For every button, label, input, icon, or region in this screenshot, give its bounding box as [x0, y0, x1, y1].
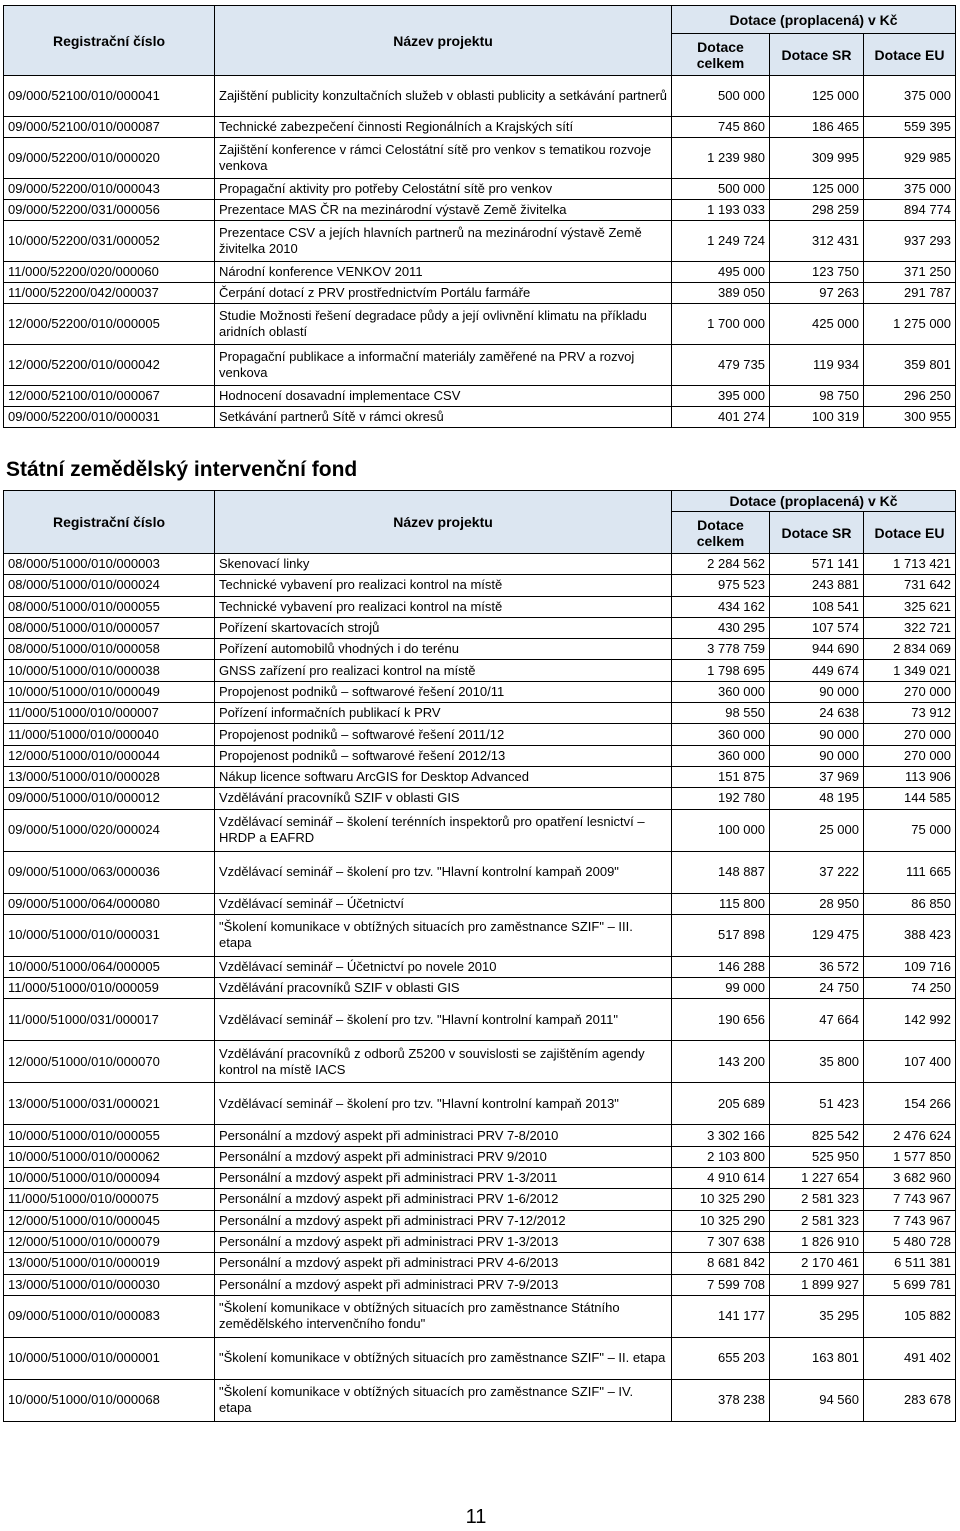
cell-name: "Školení komunikace v obtížných situacích pro zaměstnance Státního zemědělského intervenčního fondu"	[215, 1295, 672, 1337]
table-row	[4, 788, 956, 809]
cell-eu: 270 000	[864, 745, 956, 766]
cell-reg: 10/000/52200/031/000052	[4, 221, 215, 262]
cell-sr: 51 423	[770, 1083, 864, 1125]
cell-sr: 100 319	[770, 407, 864, 428]
cell-sr: 1 227 654	[770, 1168, 864, 1189]
cell-name: Technické zabezpečení činnosti Regionálních a Krajských sítí	[215, 117, 672, 138]
table-row	[4, 596, 956, 617]
table-row	[4, 1125, 956, 1146]
table-row	[4, 575, 956, 596]
table-row	[4, 1189, 956, 1210]
cell-name: Prezentace CSV a jejích hlavních partnerů na mezinárodní výstavě Země živitelka 2010	[215, 221, 672, 262]
cell-reg: 09/000/52200/010/000043	[4, 179, 215, 200]
cell-name: Propojenost podniků – softwarové řešení 2012/13	[215, 745, 672, 766]
table-row	[4, 809, 956, 851]
cell-total: 360 000	[672, 745, 770, 766]
cell-reg: 12/000/52200/010/000005	[4, 304, 215, 345]
cell-reg: 10/000/51000/010/000038	[4, 660, 215, 681]
header-sr: Dotace SR	[770, 512, 864, 554]
cell-eu: 144 585	[864, 788, 956, 809]
cell-name: Vzdělávací seminář – Účetnictví po novele 2010	[215, 956, 672, 977]
section-title: Státní zemědělský intervenční fond	[6, 458, 358, 481]
cell-eu: 7 743 967	[864, 1210, 956, 1231]
cell-total: 8 681 842	[672, 1253, 770, 1274]
cell-total: 1 798 695	[672, 660, 770, 681]
cell-reg: 13/000/51000/031/000021	[4, 1083, 215, 1125]
cell-name: Prezentace MAS ČR na mezinárodní výstavě Země živitelka	[215, 200, 672, 221]
cell-sr: 94 560	[770, 1379, 864, 1421]
cell-eu: 2 834 069	[864, 639, 956, 660]
cell-reg: 08/000/51000/010/000003	[4, 554, 215, 575]
cell-name: "Školení komunikace v obtížných situacích pro zaměstnance SZIF" – IV. etapa	[215, 1379, 672, 1421]
cell-total: 1 249 724	[672, 221, 770, 262]
cell-name: Personální a mzdový aspekt při administraci PRV 1-3/2011	[215, 1168, 672, 1189]
cell-reg: 12/000/51000/010/000079	[4, 1231, 215, 1252]
cell-total: 495 000	[672, 262, 770, 283]
cell-reg: 09/000/51000/020/000024	[4, 809, 215, 851]
cell-sr: 119 934	[770, 345, 864, 386]
cell-total: 192 780	[672, 788, 770, 809]
table-row	[4, 851, 956, 893]
cell-reg: 11/000/52200/042/000037	[4, 283, 215, 304]
cell-eu: 375 000	[864, 76, 956, 117]
cell-reg: 13/000/51000/010/000028	[4, 766, 215, 787]
cell-sr: 125 000	[770, 179, 864, 200]
table-row	[4, 893, 956, 914]
cell-total: 401 274	[672, 407, 770, 428]
cell-total: 151 875	[672, 766, 770, 787]
header-eu: Dotace EU	[864, 34, 956, 76]
cell-reg: 08/000/51000/010/000055	[4, 596, 215, 617]
cell-name: Vzdělávací seminář – školení pro tzv. "Hlavní kontrolní kampaň 2009"	[215, 851, 672, 893]
cell-total: 205 689	[672, 1083, 770, 1125]
table-row	[4, 1295, 956, 1337]
cell-sr: 1 826 910	[770, 1231, 864, 1252]
cell-total: 190 656	[672, 999, 770, 1041]
cell-eu: 1 349 021	[864, 660, 956, 681]
cell-sr: 163 801	[770, 1337, 864, 1379]
cell-eu: 74 250	[864, 978, 956, 999]
cell-name: Pořízení automobilů vhodných i do terénu	[215, 639, 672, 660]
table-row	[4, 1253, 956, 1274]
cell-name: Čerpání dotací z PRV prostřednictvím Portálu farmáře	[215, 283, 672, 304]
cell-sr: 449 674	[770, 660, 864, 681]
table-row	[4, 1274, 956, 1295]
cell-eu: 75 000	[864, 809, 956, 851]
cell-eu: 371 250	[864, 262, 956, 283]
cell-sr: 97 263	[770, 283, 864, 304]
cell-eu: 322 721	[864, 617, 956, 638]
cell-total: 99 000	[672, 978, 770, 999]
cell-total: 7 307 638	[672, 1231, 770, 1252]
cell-name: Technické vybavení pro realizaci kontrol na místě	[215, 596, 672, 617]
cell-name: GNSS zařízení pro realizaci kontrol na místě	[215, 660, 672, 681]
cell-reg: 10/000/51000/010/000049	[4, 681, 215, 702]
cell-eu: 270 000	[864, 681, 956, 702]
table-row	[4, 407, 956, 428]
cell-sr: 107 574	[770, 617, 864, 638]
cell-name: Personální a mzdový aspekt při administraci PRV 7-9/2013	[215, 1274, 672, 1295]
table-row	[4, 1168, 956, 1189]
table-row	[4, 999, 956, 1041]
cell-eu: 559 395	[864, 117, 956, 138]
cell-reg: 10/000/51000/010/000001	[4, 1337, 215, 1379]
cell-reg: 13/000/51000/010/000030	[4, 1274, 215, 1295]
table-row	[4, 1146, 956, 1167]
cell-sr: 312 431	[770, 221, 864, 262]
cell-eu: 86 850	[864, 893, 956, 914]
cell-name: Propojenost podniků – softwarové řešení 2010/11	[215, 681, 672, 702]
cell-eu: 7 743 967	[864, 1189, 956, 1210]
cell-sr: 48 195	[770, 788, 864, 809]
cell-total: 360 000	[672, 724, 770, 745]
cell-eu: 270 000	[864, 724, 956, 745]
cell-total: 745 860	[672, 117, 770, 138]
table-row	[4, 956, 956, 977]
cell-name: Zajištění publicity konzultačních služeb v oblasti publicity a setkávání partnerů	[215, 76, 672, 117]
table-csv-projects	[3, 5, 956, 428]
cell-reg: 09/000/51000/010/000012	[4, 788, 215, 809]
header-reg: Registrační číslo	[4, 491, 215, 554]
table-row	[4, 766, 956, 787]
cell-eu: 154 266	[864, 1083, 956, 1125]
table-row	[4, 200, 956, 221]
cell-eu: 296 250	[864, 386, 956, 407]
table-row	[4, 978, 956, 999]
header-name: Název projektu	[215, 6, 672, 76]
header-sr: Dotace SR	[770, 34, 864, 76]
cell-sr: 35 800	[770, 1041, 864, 1083]
cell-total: 975 523	[672, 575, 770, 596]
cell-eu: 731 642	[864, 575, 956, 596]
cell-total: 1 193 033	[672, 200, 770, 221]
cell-sr: 98 750	[770, 386, 864, 407]
cell-total: 430 295	[672, 617, 770, 638]
cell-name: Propagační publikace a informační materiály zaměřené na PRV a rozvoj venkova	[215, 345, 672, 386]
cell-reg: 10/000/51000/010/000031	[4, 914, 215, 956]
cell-name: "Školení komunikace v obtížných situacích pro zaměstnance SZIF" – II. etapa	[215, 1337, 672, 1379]
cell-total: 479 735	[672, 345, 770, 386]
cell-eu: 109 716	[864, 956, 956, 977]
table-row	[4, 76, 956, 117]
cell-sr: 90 000	[770, 681, 864, 702]
cell-sr: 24 638	[770, 703, 864, 724]
cell-eu: 107 400	[864, 1041, 956, 1083]
cell-reg: 11/000/51000/031/000017	[4, 999, 215, 1041]
table-row	[4, 1210, 956, 1231]
header-total: Dotace celkem	[672, 34, 770, 76]
table-row	[4, 1379, 956, 1421]
cell-eu: 1 275 000	[864, 304, 956, 345]
table-row	[4, 617, 956, 638]
table-row	[4, 914, 956, 956]
cell-sr: 37 222	[770, 851, 864, 893]
table-row	[4, 221, 956, 262]
cell-sr: 108 541	[770, 596, 864, 617]
cell-sr: 186 465	[770, 117, 864, 138]
header-name: Název projektu	[215, 491, 672, 554]
cell-sr: 2 581 323	[770, 1210, 864, 1231]
cell-reg: 10/000/51000/010/000062	[4, 1146, 215, 1167]
cell-reg: 08/000/51000/010/000024	[4, 575, 215, 596]
cell-total: 141 177	[672, 1295, 770, 1337]
cell-name: Nákup licence softwaru ArcGIS for Desktop Advanced	[215, 766, 672, 787]
cell-reg: 10/000/51000/010/000094	[4, 1168, 215, 1189]
cell-total: 1 239 980	[672, 138, 770, 179]
cell-sr: 47 664	[770, 999, 864, 1041]
cell-sr: 129 475	[770, 914, 864, 956]
cell-eu: 5 480 728	[864, 1231, 956, 1252]
cell-eu: 1 713 421	[864, 554, 956, 575]
cell-name: Personální a mzdový aspekt při administraci PRV 7-8/2010	[215, 1125, 672, 1146]
cell-total: 115 800	[672, 893, 770, 914]
header-group: Dotace (proplacená) v Kč	[672, 6, 956, 34]
table-row	[4, 179, 956, 200]
cell-eu: 1 577 850	[864, 1146, 956, 1167]
cell-sr: 28 950	[770, 893, 864, 914]
cell-eu: 142 992	[864, 999, 956, 1041]
cell-name: Personální a mzdový aspekt při administraci PRV 1-3/2013	[215, 1231, 672, 1252]
cell-sr: 309 995	[770, 138, 864, 179]
cell-name: Národní konference VENKOV 2011	[215, 262, 672, 283]
cell-reg: 12/000/51000/010/000045	[4, 1210, 215, 1231]
cell-eu: 2 476 624	[864, 1125, 956, 1146]
cell-eu: 291 787	[864, 283, 956, 304]
cell-name: Personální a mzdový aspekt při administraci PRV 7-12/2012	[215, 1210, 672, 1231]
cell-total: 146 288	[672, 956, 770, 977]
cell-reg: 09/000/51000/064/000080	[4, 893, 215, 914]
cell-name: Vzdělávání pracovníků SZIF v oblasti GIS	[215, 978, 672, 999]
cell-eu: 111 665	[864, 851, 956, 893]
cell-sr: 125 000	[770, 76, 864, 117]
cell-sr: 123 750	[770, 262, 864, 283]
table-row	[4, 138, 956, 179]
header-group: Dotace (proplacená) v Kč	[672, 491, 956, 512]
cell-reg: 09/000/51000/010/000083	[4, 1295, 215, 1337]
cell-name: Zajištění konference v rámci Celostátní sítě pro venkov s tematikou rozvoje venkova	[215, 138, 672, 179]
cell-sr: 944 690	[770, 639, 864, 660]
cell-total: 10 325 290	[672, 1189, 770, 1210]
cell-sr: 298 259	[770, 200, 864, 221]
cell-name: Personální a mzdový aspekt při administraci PRV 9/2010	[215, 1146, 672, 1167]
cell-eu: 491 402	[864, 1337, 956, 1379]
cell-name: Pořízení informačních publikací k PRV	[215, 703, 672, 724]
cell-reg: 09/000/52100/010/000087	[4, 117, 215, 138]
cell-sr: 2 170 461	[770, 1253, 864, 1274]
cell-total: 395 000	[672, 386, 770, 407]
cell-total: 98 550	[672, 703, 770, 724]
cell-sr: 36 572	[770, 956, 864, 977]
table-row	[4, 345, 956, 386]
table-row	[4, 1231, 956, 1252]
header-reg: Registrační číslo	[4, 6, 215, 76]
cell-total: 148 887	[672, 851, 770, 893]
cell-reg: 11/000/52200/020/000060	[4, 262, 215, 283]
cell-total: 378 238	[672, 1379, 770, 1421]
cell-reg: 11/000/51000/010/000059	[4, 978, 215, 999]
cell-reg: 08/000/51000/010/000057	[4, 617, 215, 638]
cell-name: Studie Možnosti řešení degradace půdy a její ovlivnění klimatu na příkladu aridních oblastí	[215, 304, 672, 345]
cell-name: Vzdělávání pracovníků z odborů Z5200 v souvislosti se zajištěním agendy kontrol na místě IACS	[215, 1041, 672, 1083]
cell-name: Vzdělávání pracovníků SZIF v oblasti GIS	[215, 788, 672, 809]
cell-name: Vzdělávací seminář – Účetnictví	[215, 893, 672, 914]
cell-sr: 24 750	[770, 978, 864, 999]
header-total: Dotace celkem	[672, 512, 770, 554]
cell-total: 3 302 166	[672, 1125, 770, 1146]
cell-eu: 325 621	[864, 596, 956, 617]
cell-name: Pořízení skartovacích strojů	[215, 617, 672, 638]
cell-reg: 09/000/52100/010/000041	[4, 76, 215, 117]
cell-eu: 894 774	[864, 200, 956, 221]
cell-total: 500 000	[672, 179, 770, 200]
cell-sr: 35 295	[770, 1295, 864, 1337]
cell-reg: 13/000/51000/010/000019	[4, 1253, 215, 1274]
table-row	[4, 304, 956, 345]
cell-name: Vzdělávací seminář – školení terénních inspektorů pro opatření lesnictví – HRDP a EAFRD	[215, 809, 672, 851]
cell-name: Personální a mzdový aspekt při administraci PRV 4-6/2013	[215, 1253, 672, 1274]
table-row	[4, 1337, 956, 1379]
cell-total: 655 203	[672, 1337, 770, 1379]
cell-total: 2 284 562	[672, 554, 770, 575]
cell-total: 7 599 708	[672, 1274, 770, 1295]
cell-name: "Školení komunikace v obtížných situacích pro zaměstnance SZIF" – III. etapa	[215, 914, 672, 956]
cell-eu: 359 801	[864, 345, 956, 386]
table-row	[4, 639, 956, 660]
cell-total: 100 000	[672, 809, 770, 851]
cell-reg: 11/000/51000/010/000007	[4, 703, 215, 724]
cell-sr: 1 899 927	[770, 1274, 864, 1295]
cell-reg: 10/000/51000/064/000005	[4, 956, 215, 977]
cell-eu: 300 955	[864, 407, 956, 428]
cell-sr: 90 000	[770, 745, 864, 766]
cell-reg: 09/000/51000/063/000036	[4, 851, 215, 893]
cell-total: 360 000	[672, 681, 770, 702]
cell-eu: 105 882	[864, 1295, 956, 1337]
cell-total: 1 700 000	[672, 304, 770, 345]
cell-reg: 10/000/51000/010/000055	[4, 1125, 215, 1146]
page-number: 11	[465, 1506, 487, 1528]
table-row	[4, 554, 956, 575]
cell-sr: 37 969	[770, 766, 864, 787]
cell-sr: 825 542	[770, 1125, 864, 1146]
cell-total: 3 778 759	[672, 639, 770, 660]
cell-eu: 937 293	[864, 221, 956, 262]
table-row	[4, 1041, 956, 1083]
cell-eu: 388 423	[864, 914, 956, 956]
cell-reg: 09/000/52200/031/000056	[4, 200, 215, 221]
cell-eu: 113 906	[864, 766, 956, 787]
cell-eu: 929 985	[864, 138, 956, 179]
table-row	[4, 703, 956, 724]
cell-sr: 25 000	[770, 809, 864, 851]
cell-name: Technické vybavení pro realizaci kontrol na místě	[215, 575, 672, 596]
cell-reg: 11/000/51000/010/000040	[4, 724, 215, 745]
cell-sr: 2 581 323	[770, 1189, 864, 1210]
cell-name: Personální a mzdový aspekt při administraci PRV 1-6/2012	[215, 1189, 672, 1210]
cell-reg: 09/000/52200/010/000020	[4, 138, 215, 179]
table-row	[4, 681, 956, 702]
cell-total: 434 162	[672, 596, 770, 617]
cell-reg: 12/000/52100/010/000067	[4, 386, 215, 407]
table-szif-projects	[3, 490, 956, 1422]
cell-name: Setkávání partnerů Sítě v rámci okresů	[215, 407, 672, 428]
header-eu: Dotace EU	[864, 512, 956, 554]
cell-name: Propojenost podniků – softwarové řešení 2011/12	[215, 724, 672, 745]
cell-total: 2 103 800	[672, 1146, 770, 1167]
cell-eu: 283 678	[864, 1379, 956, 1421]
cell-eu: 73 912	[864, 703, 956, 724]
cell-total: 500 000	[672, 76, 770, 117]
cell-name: Vzdělávací seminář – školení pro tzv. "Hlavní kontrolní kampaň 2013"	[215, 1083, 672, 1125]
cell-reg: 12/000/52200/010/000042	[4, 345, 215, 386]
cell-sr: 525 950	[770, 1146, 864, 1167]
cell-eu: 3 682 960	[864, 1168, 956, 1189]
cell-eu: 5 699 781	[864, 1274, 956, 1295]
table-row	[4, 745, 956, 766]
cell-reg: 09/000/52200/010/000031	[4, 407, 215, 428]
cell-reg: 08/000/51000/010/000058	[4, 639, 215, 660]
cell-name: Hodnocení dosavadní implementace CSV	[215, 386, 672, 407]
cell-sr: 90 000	[770, 724, 864, 745]
table-row	[4, 283, 956, 304]
cell-sr: 425 000	[770, 304, 864, 345]
table-row	[4, 262, 956, 283]
cell-total: 10 325 290	[672, 1210, 770, 1231]
cell-eu: 6 511 381	[864, 1253, 956, 1274]
cell-name: Vzdělávací seminář – školení pro tzv. "Hlavní kontrolní kampaň 2011"	[215, 999, 672, 1041]
cell-sr: 243 881	[770, 575, 864, 596]
table-row	[4, 1083, 956, 1125]
cell-name: Propagační aktivity pro potřeby Celostátní sítě pro venkov	[215, 179, 672, 200]
cell-reg: 12/000/51000/010/000070	[4, 1041, 215, 1083]
cell-total: 389 050	[672, 283, 770, 304]
table-row	[4, 386, 956, 407]
cell-total: 143 200	[672, 1041, 770, 1083]
cell-name: Skenovací linky	[215, 554, 672, 575]
cell-reg: 12/000/51000/010/000044	[4, 745, 215, 766]
cell-reg: 11/000/51000/010/000075	[4, 1189, 215, 1210]
cell-sr: 571 141	[770, 554, 864, 575]
table-row	[4, 724, 956, 745]
table-row	[4, 660, 956, 681]
cell-total: 4 910 614	[672, 1168, 770, 1189]
cell-eu: 375 000	[864, 179, 956, 200]
table-row	[4, 117, 956, 138]
cell-reg: 10/000/51000/010/000068	[4, 1379, 215, 1421]
cell-total: 517 898	[672, 914, 770, 956]
